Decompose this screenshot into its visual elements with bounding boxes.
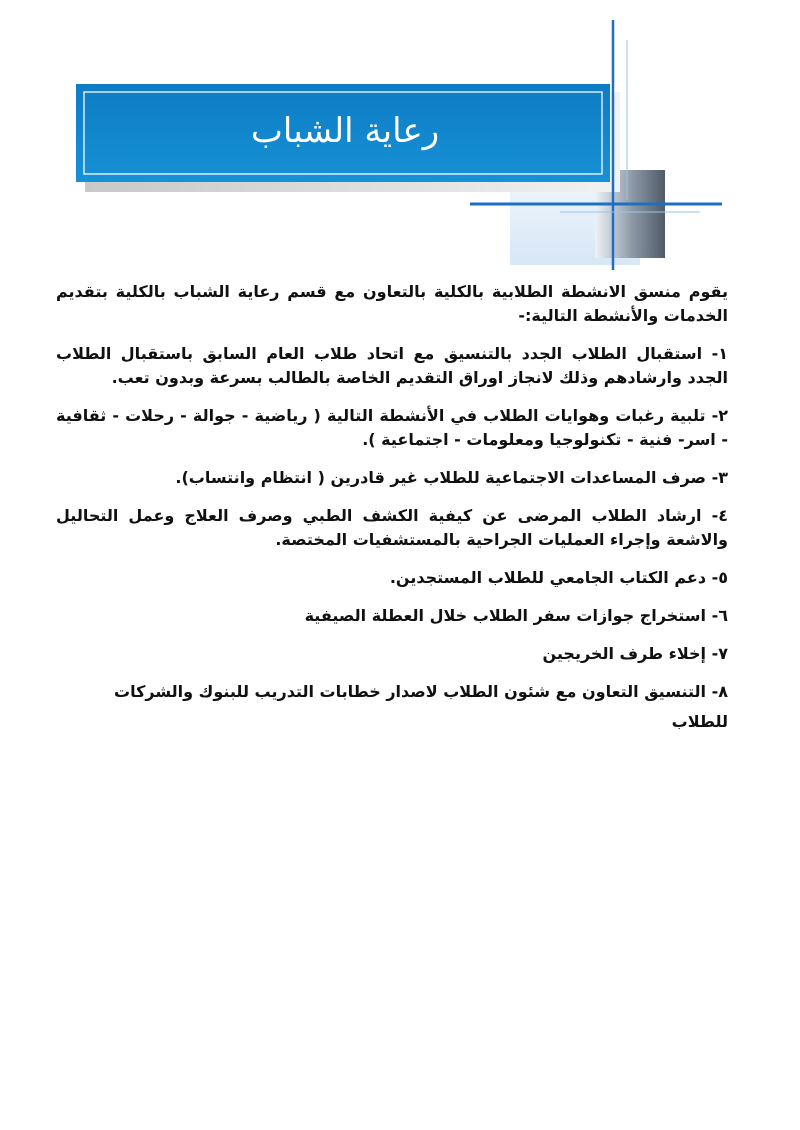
list-item: ٦- استخراج جوازات سفر الطلاب خلال العطلة الصيفية xyxy=(304,606,728,625)
page-title: رعاية الشباب xyxy=(250,111,440,151)
list-item: ١- استقبال الطلاب الجدد بالتنسيق مع اتحاد طلاب العام السابق باستقبال الطلاب الجدد وارشادهم وذلك لانجاز اوراق التقديم الخاصة بالطالب بسرعة وبدون تعب. xyxy=(56,344,728,387)
list-item: ٨- التنسيق التعاون مع شئون الطلاب لاصدار خطابات التدريب للبنوك والشركات xyxy=(114,682,728,701)
intro-paragraph: يقوم منسق الانشطة الطلابية بالكلية بالتعاون مع قسم رعاية الشباب بالكلية بتقديم الخدمات والأنشطة التالية:- xyxy=(56,282,728,325)
list-item: ٤- ارشاد الطلاب المرضى عن كيفية الكشف الطبي وصرف العلاج وعمل التحاليل والاشعة وإجراء العمليات الجراحية بالمستشفيات المختصة. xyxy=(56,506,728,549)
list-item: ٥- دعم الكتاب الجامعي للطلاب المستجدين. xyxy=(389,568,728,587)
content-body xyxy=(56,280,728,748)
list-item: ٣- صرف المساعدات الاجتماعية للطلاب غير قادرين ( انتظام وانتساب). xyxy=(175,468,728,487)
list-item-continuation: للطلاب xyxy=(671,712,728,731)
list-item: ٧- إخلاء طرف الخريجين xyxy=(542,644,728,663)
list-item: ٢- تلبية رغبات وهوايات الطلاب في الأنشطة التالية ( رياضية - جوالة - رحلات - ثقافية - اسر- فنية - تكنولوجيا ومعلومات - اجتماعية ). xyxy=(56,406,728,449)
